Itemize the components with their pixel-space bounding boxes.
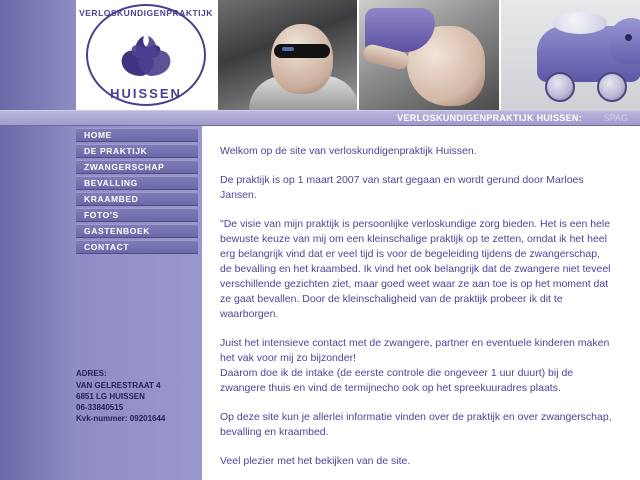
site-logo[interactable] xyxy=(76,0,216,110)
nav-item-contact[interactable] xyxy=(76,240,198,254)
nav-item-fotos[interactable] xyxy=(76,208,198,222)
content-paragraph: Daarom doe ik de intake (de eerste controle die ongeveer 1 uur duurt) bij de zwangere thuis en vind de termijnecho ook op het spreekuuradres plaats. xyxy=(220,367,574,394)
nav-label: CONTACT xyxy=(84,242,130,252)
sunglasses-icon xyxy=(274,44,330,58)
site-titlebar xyxy=(0,110,640,126)
baby-head-shape xyxy=(271,24,333,94)
content-area xyxy=(202,126,640,480)
logo-bottom-text: HUISSEN xyxy=(110,86,182,101)
content-paragraph: "De visie van mijn praktijk is persoonlijke verloskundige zorg bieden. Het is een hele bewuste keuze van mij om een kleinschalige praktijk op te zetten, omdat ik het heel erg belangrijk vind dat er veel tijd is voor de begeleiding tijdens de zwangerschap, de bevalling en het kraambed. Ik vind het ook belangrijk dat de zwangere niet teveel verschillende gezichten ziet, maar goed weet waar ze aan toe is op het moment dat ze gaat bevallen. Door de kleinschaligheid van de praktijk probeer ik dit te waarborgen. xyxy=(220,218,611,320)
address-city: 6851 LG HUISSEN xyxy=(76,392,145,401)
content-paragraph: Welkom op de site van verloskundigenpraktijk Huissen. xyxy=(220,145,477,157)
nav-item-kraambed[interactable] xyxy=(76,192,198,206)
content-paragraph: Juist het intensieve contact met de zwangere, partner en eventuele kinderen maken het vak voor mij zo bijzonder! xyxy=(220,337,610,364)
titlebar-sub-text: SPAG xyxy=(603,113,628,123)
toy-back-plate xyxy=(553,12,607,34)
toy-eye-shape xyxy=(625,34,632,41)
photo-toy-elephant xyxy=(499,0,640,110)
address-block xyxy=(76,368,202,424)
two-swans-icon xyxy=(112,24,180,80)
photo-baby-sunglasses xyxy=(216,0,357,110)
nav-item-bevalling[interactable] xyxy=(76,176,198,190)
content-paragraph: De praktijk is op 1 maart 2007 van start gegaan en wordt gerund door Marloes Jansen. xyxy=(220,174,584,201)
logo-top-text: VERLOSKUNDIGENPRAKTIJK xyxy=(79,8,213,18)
main-navigation xyxy=(76,128,198,256)
nav-label: ZWANGERSCHAP xyxy=(84,162,165,172)
toy-head-shape xyxy=(609,18,640,64)
toy-wheel-rear xyxy=(597,72,627,102)
nav-label: GASTENBOEK xyxy=(84,226,150,236)
nav-item-gastenboek[interactable] xyxy=(76,224,198,238)
nav-item-de-praktijk[interactable] xyxy=(76,144,198,158)
photo-pregnant-belly xyxy=(357,0,498,110)
nav-item-zwangerschap[interactable] xyxy=(76,160,198,174)
site-banner xyxy=(76,0,640,110)
address-heading: ADRES: xyxy=(76,369,107,378)
content-paragraph: Op deze site kun je allerlei informatie vinden over de praktijk en over zwangerschap, bevalling en kraambed. xyxy=(220,411,612,438)
nav-label: BEVALLING xyxy=(84,178,138,188)
content-paragraph: Veel plezier met het bekijken van de site. xyxy=(220,455,411,467)
nav-label: DE PRAKTIJK xyxy=(84,146,148,156)
nav-label: HOME xyxy=(84,130,112,140)
nav-label: FOTO'S xyxy=(84,210,119,220)
address-phone: 06-33840515 xyxy=(76,403,124,412)
nav-label: KRAAMBED xyxy=(84,194,139,204)
nav-item-home[interactable] xyxy=(76,128,198,142)
toy-wheel-front xyxy=(545,72,575,102)
titlebar-main-text: VERLOSKUNDIGENPRAKTIJK HUISSEN: xyxy=(397,113,582,123)
address-kvk: Kvk-nummer: 09201644 xyxy=(76,414,166,423)
address-street: VAN GELRESTRAAT 4 xyxy=(76,381,161,390)
